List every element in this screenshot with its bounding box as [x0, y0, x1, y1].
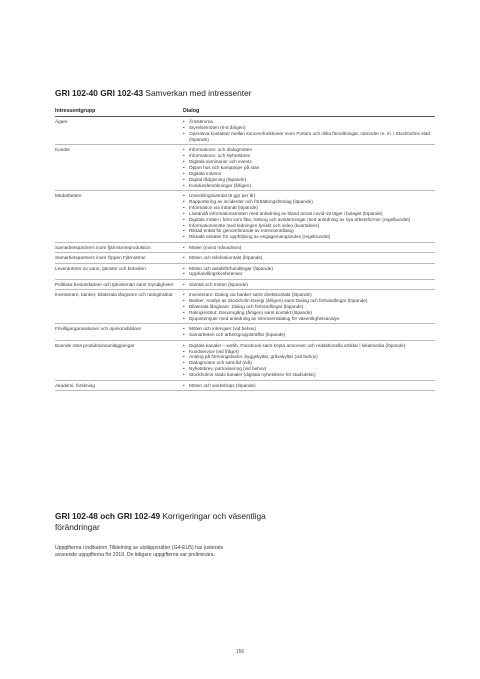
dialog-cell	[183, 263, 435, 279]
page-number: 156	[235, 649, 245, 655]
dialog-item: • Riktad enkät för genomförande av intressentdialog	[183, 228, 435, 234]
table-row	[55, 380, 435, 390]
table-row	[55, 290, 435, 324]
table-row	[55, 190, 435, 242]
dialog-item: • Stockholms stads kanaler (digitala nyhetsbrev för stadsdelar)	[183, 372, 435, 378]
dialog-item: • Bilaterala långivare: Dialog och förhandlingar (löpande)	[183, 304, 435, 310]
dialog-item: • Dialogmöten och samråd (två)	[183, 360, 435, 366]
table-row	[55, 145, 435, 191]
section-heading-corrections	[55, 511, 295, 532]
dialog-item: • Banker: Analys av Stockholm Exergi (årligen) samt Dialog och förhandlingar (löpande)	[183, 298, 435, 304]
dialog-cell	[183, 340, 435, 380]
dialog-item: • Ratinginstitut: Genomgång (årligen) samt kontakt (löpande)	[183, 310, 435, 316]
dialog-item: • Styrelsemöten (6-8 årligen)	[183, 125, 435, 131]
dialog-item: • Öppet hus och kampanjer på stan	[183, 165, 435, 171]
dialog-cell	[183, 190, 435, 242]
dialog-item: • Möten och intervjuer (vid behov)	[183, 326, 435, 332]
dialog-item: • Samtal och möten (löpande)	[183, 282, 435, 288]
dialog-item: • Informations- och Nyhetsbrev	[183, 153, 435, 159]
corrections-paragraph: Uppgifterna i indikatorn Tilldelning av utsläppsrätter (G4-EU5) har justerats avseende uppgifterna för 2019. De tidigare uppgifterna var preliminära.	[55, 545, 224, 558]
dialog-item: • Operativa kontakter mellan koncernfunktioner inom Fortum och olika förvaltningar, nämnder m. m. i Stockholms stad (löpande)	[183, 131, 435, 143]
dialog-item: • Digitala möten i form som fika, träning och avstämningar med anledning av nya arbetsformer (regelbundet)	[183, 217, 435, 223]
dialog-item: • Digitala seminarier och events	[183, 159, 435, 165]
column-header-group: Intressentgrupp	[55, 108, 183, 117]
stakeholder-group: Ägare	[55, 117, 183, 145]
dialog-item: • Digital rådgivning (löpande)	[183, 177, 435, 183]
dialog-item: • Möten (minst månadsvis)	[183, 245, 435, 251]
dialog-item: • Riktade enkäter för uppföljning av engagemangsindex (regelbundet)	[183, 234, 435, 240]
section-heading-stakeholders	[55, 88, 435, 98]
stakeholder-group: Boende nära produktionsanläggningar	[55, 340, 183, 380]
dialog-item: • Analog på föreningstavlor, byggskyltar, gråvskyltar (vid behov)	[183, 354, 435, 360]
dialog-item: • Digitala kanaler – webb, Facebook samt köpta annonser och redaktionella artiklar i lokalmedia (löpande)	[183, 343, 435, 349]
dialog-item: • Möten och avtalsförhandlingar (löpande)	[183, 266, 435, 272]
table-row	[55, 340, 435, 380]
dialog-cell	[183, 324, 435, 340]
dialog-item: • Upphandlingskonferenser	[183, 271, 435, 277]
gri-code: GRI 102-48 och GRI 102-49	[55, 511, 161, 521]
stakeholder-group: Investerare, banker, bilaterala långivare och ratinginstitut	[55, 290, 183, 324]
table-row	[55, 253, 435, 263]
table-row	[55, 117, 435, 145]
stakeholder-group: Frivilligorganisationer och opinionsbildare	[55, 324, 183, 340]
dialog-item: • Nyhetsbrev, portovisering (vid behov)	[183, 366, 435, 372]
stakeholder-group: Akademi, forskning	[55, 380, 183, 390]
dialog-item: • Kundservice (vid frågor)	[183, 349, 435, 355]
stakeholder-group: Samarbetspartners inom fjärrvärmeproduktion	[55, 242, 183, 252]
stakeholder-group: Samarbetspartners inom Öppen Fjärrvärme	[55, 253, 183, 263]
dialog-item: • Liveändå informationsmöten med anledning av bland annat covid-19 läget i bolaget (löpande)	[183, 211, 435, 217]
column-header-dialog: Dialog	[183, 108, 435, 117]
dialog-item: • Möten och workshops (löpande)	[183, 383, 435, 389]
table-row	[55, 263, 435, 279]
table-header-row	[55, 108, 435, 117]
dialog-cell	[183, 117, 435, 145]
table-row	[55, 279, 435, 289]
stakeholder-group: Kunder	[55, 145, 183, 191]
dialog-cell	[183, 145, 435, 191]
dialog-item: • Informations- och dialogmöten	[183, 147, 435, 153]
dialog-item: • Informationsmöte med ledningen fysiskt och video (kvartalsvis)	[183, 223, 435, 229]
dialog-item: • Årsstämma	[183, 119, 435, 125]
dialog-item: • Samarbeten och arbetsgruppsträffar (löpande)	[183, 332, 435, 338]
dialog-cell	[183, 279, 435, 289]
stakeholder-table	[55, 108, 435, 391]
heading-title: Samverkan med intressenter	[145, 88, 252, 98]
dialog-cell	[183, 380, 435, 390]
table-row	[55, 242, 435, 252]
dialog-item: • Djupintervjuer med anledning av intressentdialog för väsentlighetsanalys	[183, 316, 435, 322]
stakeholder-group: Leverantörer av varor, tjänster och bränslen	[55, 263, 183, 279]
dialog-cell	[183, 290, 435, 324]
heading-title: Korrigeringar och väsentliga förändringar	[55, 511, 266, 532]
dialog-cell	[183, 253, 435, 263]
table-row	[55, 324, 435, 340]
stakeholder-group: Politiska beslutsfattare och tjänstemän samt myndigheter	[55, 279, 183, 289]
dialog-item: • Investerare: Dialog via banker samt direktkontakt (löpande)	[183, 292, 435, 298]
gri-code: GRI 102-40 GRI 102-43	[55, 88, 144, 98]
dialog-item: • Utvecklingssamtal (6 ggr per år)	[183, 193, 435, 199]
dialog-item: • Digitala mässor	[183, 171, 435, 177]
stakeholder-group: Medarbetare	[55, 190, 183, 242]
dialog-cell	[183, 242, 435, 252]
dialog-item: • Information via intranät (löpande)	[183, 205, 435, 211]
dialog-item: • Rapportering av incidenter och förbättringsförslag (löpande)	[183, 199, 435, 205]
dialog-item: • Möten och telefonkontakt (löpande)	[183, 255, 435, 261]
dialog-item: • Kundundersökningar (årligen)	[183, 183, 435, 189]
